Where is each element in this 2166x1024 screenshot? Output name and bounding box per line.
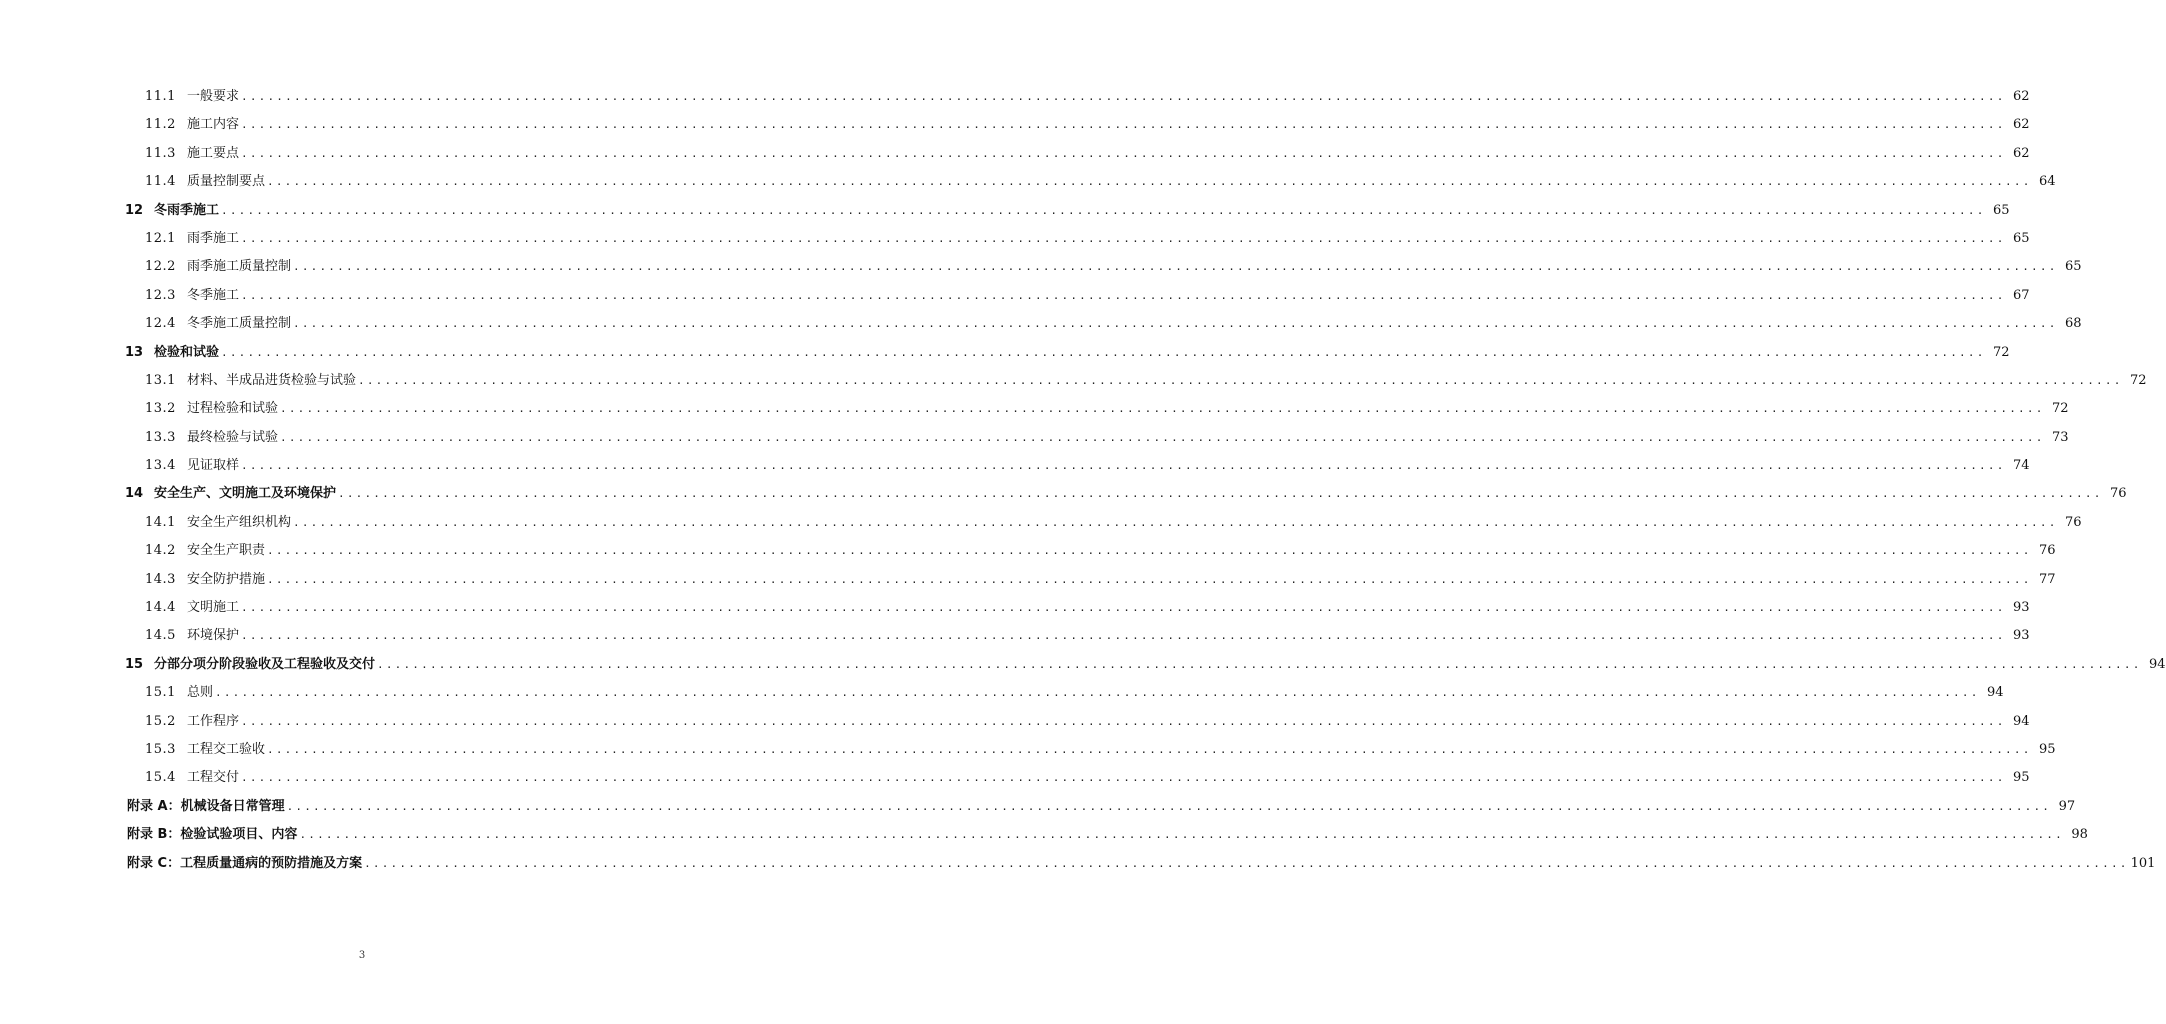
toc-section-row[interactable]	[125, 480, 2127, 508]
dot-leader: ........................................................................................................................................................................................................	[241, 714, 2006, 728]
toc-entry-number: 11.3	[145, 145, 176, 161]
toc-entry[interactable]	[0, 225, 2030, 253]
toc-entry[interactable]	[0, 253, 2082, 281]
dot-leader: ........................................................................................................................................................................................................	[280, 402, 2045, 416]
toc-entry[interactable]	[0, 850, 2156, 878]
toc-entry-number: 13.3	[145, 429, 176, 445]
toc-entry[interactable]	[0, 537, 2056, 565]
toc-entry[interactable]	[0, 339, 2010, 367]
toc-entry-page-number: 72	[2129, 372, 2147, 388]
toc-entry-page-number: 74	[2012, 458, 2030, 474]
dot-leader: ........................................................................................................................................................................................................	[241, 771, 2006, 785]
toc-entry-title: 一般要求	[187, 89, 240, 104]
toc-entry-title: 文明施工	[187, 600, 240, 616]
toc-entry-title: 冬雨季施工	[154, 202, 220, 218]
dot-leader: ........................................................................................................................................................................................................	[286, 799, 2052, 813]
toc-entry-number: 15.2	[145, 713, 176, 729]
toc-subsection-row[interactable]	[145, 225, 2030, 253]
toc-entry[interactable]	[0, 395, 2069, 423]
toc-entry-title: 工程交付	[187, 770, 240, 786]
dot-leader: ........................................................................................................................................................................................................	[241, 118, 2006, 132]
dot-leader: ........................................................................................................................................................................................................	[293, 515, 2058, 529]
toc-entry-page-number: 73	[2051, 429, 2069, 445]
toc-entry-page-number: 94	[2148, 656, 2166, 672]
toc-entry-title: 附录 B：检验试验项目、内容	[127, 827, 298, 843]
dot-leader: ........................................................................................................................................................................................................	[241, 459, 2006, 473]
toc-subsection-row[interactable]	[145, 594, 2030, 622]
dot-leader: ........................................................................................................................................................................................................	[241, 231, 2006, 245]
toc-entry[interactable]	[0, 622, 2030, 650]
page-number-footer: 3	[358, 950, 366, 961]
dot-leader: ........................................................................................................................................................................................................	[267, 572, 2032, 586]
toc-entry-page-number: 67	[2012, 287, 2030, 303]
table-of-contents	[0, 83, 2166, 878]
toc-section-row[interactable]	[125, 197, 2010, 225]
dot-leader: ........................................................................................................................................................................................................	[221, 203, 1986, 217]
toc-subsection-row[interactable]	[145, 140, 2030, 168]
toc-subsection-row[interactable]	[145, 395, 2069, 423]
toc-entry-title: 雨季施工	[187, 230, 240, 246]
toc-entry-title: 冬季施工	[187, 287, 240, 303]
toc-entry[interactable]	[0, 140, 2030, 168]
toc-subsection-row[interactable]	[145, 452, 2030, 480]
toc-entry[interactable]	[0, 424, 2069, 452]
toc-subsection-row[interactable]	[145, 83, 2030, 111]
toc-subsection-row[interactable]	[145, 679, 2004, 707]
toc-entry-title: 检验和试验	[154, 344, 220, 360]
toc-entry-number: 12.2	[145, 259, 176, 275]
toc-subsection-row[interactable]	[145, 622, 2030, 650]
toc-subsection-row[interactable]	[145, 424, 2069, 452]
toc-subsection-row[interactable]	[145, 509, 2082, 537]
toc-entry-number: 12	[125, 202, 144, 218]
toc-entry[interactable]	[0, 594, 2030, 622]
toc-entry[interactable]	[0, 736, 2056, 764]
toc-subsection-row[interactable]	[145, 764, 2030, 792]
toc-entry-number: 13.2	[145, 401, 176, 417]
toc-entry-page-number: 65	[1992, 202, 2010, 218]
toc-entry[interactable]	[0, 452, 2030, 480]
dot-leader: ........................................................................................................................................................................................................	[364, 856, 2129, 870]
toc-entry-number: 13	[125, 344, 144, 360]
toc-entry-number: 14.2	[145, 543, 176, 559]
toc-subsection-row[interactable]	[145, 537, 2056, 565]
toc-entry-title: 安全生产职责	[187, 543, 266, 559]
toc-entry-number: 13.1	[145, 372, 176, 388]
toc-entry-page-number: 101	[2130, 855, 2156, 871]
toc-entry-title: 质量控制要点	[187, 174, 266, 190]
toc-entry-page-number: 95	[2012, 770, 2030, 786]
toc-entry-title: 最终检验与试验	[187, 429, 279, 445]
toc-entry-title: 安全生产、文明施工及环境保护	[154, 486, 337, 502]
toc-entry-number: 14.5	[145, 628, 176, 644]
toc-entry-page-number: 65	[2064, 259, 2082, 275]
toc-entry-page-number: 68	[2064, 316, 2082, 332]
toc-subsection-row[interactable]	[145, 111, 2030, 139]
toc-entry-title: 分部分项分阶段验收及工程验收及交付	[154, 656, 376, 672]
toc-entry[interactable]	[0, 793, 2076, 821]
toc-entry-number: 14.1	[145, 514, 176, 530]
toc-entry-number: 11.2	[145, 117, 176, 133]
dot-leader: ........................................................................................................................................................................................................	[293, 317, 2058, 331]
toc-entry[interactable]	[0, 764, 2030, 792]
toc-entry-number: 14.4	[145, 600, 176, 616]
toc-entry-title: 施工要点	[187, 145, 240, 161]
toc-entry-number: 14.3	[145, 571, 176, 587]
toc-appendix-row[interactable]	[127, 850, 2156, 878]
dot-leader: ........................................................................................................................................................................................................	[299, 828, 2064, 842]
toc-entry[interactable]	[0, 708, 2030, 736]
toc-entry[interactable]	[0, 168, 2056, 196]
toc-entry-title: 附录 A：机械设备日常管理	[127, 798, 285, 814]
toc-entry-page-number: 94	[1986, 685, 2004, 701]
toc-appendix-row[interactable]	[127, 793, 2076, 821]
toc-entry-number: 15.3	[145, 741, 176, 757]
toc-entry-title: 材料、半成品进货检验与试验	[187, 372, 357, 388]
toc-entry[interactable]	[0, 111, 2030, 139]
toc-subsection-row[interactable]	[145, 566, 2056, 594]
toc-subsection-row[interactable]	[145, 282, 2030, 310]
toc-entry-page-number: 62	[2012, 117, 2030, 133]
toc-entry-title: 总则	[187, 685, 214, 701]
toc-entry-page-number: 64	[2038, 174, 2056, 190]
toc-entry-number: 13.4	[145, 458, 176, 474]
toc-entry-page-number: 77	[2038, 571, 2056, 587]
toc-entry[interactable]	[0, 679, 2004, 707]
toc-entry-number: 14	[125, 486, 144, 502]
toc-subsection-row[interactable]	[145, 253, 2082, 281]
toc-entry-page-number: 93	[2012, 628, 2030, 644]
dot-leader: ........................................................................................................................................................................................................	[377, 657, 2142, 671]
toc-entry-page-number: 94	[2012, 713, 2030, 729]
toc-subsection-row[interactable]	[145, 168, 2056, 196]
toc-entry-page-number: 65	[2012, 230, 2030, 246]
toc-entry-title: 工作程序	[187, 713, 240, 729]
dot-leader: ........................................................................................................................................................................................................	[241, 90, 2006, 103]
dot-leader: ........................................................................................................................................................................................................	[280, 430, 2045, 444]
toc-entry[interactable]	[0, 651, 2166, 679]
toc-subsection-row[interactable]	[145, 367, 2147, 395]
dot-leader: ........................................................................................................................................................................................................	[358, 373, 2123, 387]
dot-leader: ........................................................................................................................................................................................................	[215, 686, 1980, 700]
toc-entry-number: 15.1	[145, 685, 176, 701]
toc-entry[interactable]	[0, 310, 2082, 338]
dot-leader: ........................................................................................................................................................................................................	[241, 601, 2006, 615]
toc-subsection-row[interactable]	[145, 736, 2056, 764]
toc-entry-page-number: 76	[2064, 514, 2082, 530]
toc-entry-page-number: 62	[2012, 145, 2030, 161]
dot-leader: ........................................................................................................................................................................................................	[293, 260, 2058, 274]
toc-section-row[interactable]	[125, 339, 2010, 367]
toc-entry-title: 附录 C：工程质量通病的预防措施及方案	[127, 855, 363, 871]
toc-entry-number: 12.3	[145, 287, 176, 303]
dot-leader: ........................................................................................................................................................................................................	[241, 146, 2006, 160]
toc-entry-page-number: 72	[1992, 344, 2010, 360]
dot-leader: ........................................................................................................................................................................................................	[338, 487, 2103, 501]
toc-entry-page-number: 93	[2012, 600, 2030, 616]
toc-entry-title: 过程检验和试验	[187, 401, 279, 417]
toc-entry[interactable]	[0, 367, 2147, 395]
dot-leader: ........................................................................................................................................................................................................	[267, 544, 2032, 558]
toc-entry-title: 见证取样	[187, 458, 240, 474]
toc-entry-number: 15.4	[145, 770, 176, 786]
toc-entry-page-number: 76	[2038, 543, 2056, 559]
toc-entry-page-number: 95	[2038, 741, 2056, 757]
toc-entry-number: 12.1	[145, 230, 176, 246]
toc-entry[interactable]	[0, 197, 2010, 225]
toc-entry[interactable]	[0, 83, 2030, 111]
toc-entry-title: 施工内容	[187, 117, 240, 133]
toc-entry[interactable]	[0, 566, 2056, 594]
toc-entry-number: 11.4	[145, 174, 176, 190]
toc-entry-title: 安全防护措施	[187, 571, 266, 587]
toc-entry[interactable]	[0, 821, 2088, 849]
toc-entry-title: 工程交工验收	[187, 741, 266, 757]
toc-entry[interactable]	[0, 282, 2030, 310]
toc-entry-title: 雨季施工质量控制	[187, 259, 292, 275]
toc-entry-page-number: 98	[2071, 827, 2088, 843]
toc-entry-number: 12.4	[145, 316, 176, 332]
toc-entry-title: 冬季施工质量控制	[187, 316, 292, 332]
toc-appendix-row[interactable]	[127, 821, 2088, 849]
dot-leader: ........................................................................................................................................................................................................	[241, 288, 2006, 302]
toc-subsection-row[interactable]	[145, 708, 2030, 736]
toc-entry[interactable]	[0, 509, 2082, 537]
toc-entry-page-number: 62	[2012, 89, 2030, 104]
toc-entry-number: 15	[125, 656, 144, 672]
toc-entry-title: 安全生产组织机构	[187, 514, 292, 530]
dot-leader: ........................................................................................................................................................................................................	[267, 175, 2032, 189]
toc-entry-page-number: 72	[2051, 401, 2069, 417]
toc-entry-title: 环境保护	[187, 628, 240, 644]
dot-leader: ........................................................................................................................................................................................................	[267, 742, 2032, 756]
toc-entry-page-number: 97	[2058, 798, 2076, 814]
toc-section-row[interactable]	[125, 651, 2166, 679]
dot-leader: ........................................................................................................................................................................................................	[221, 345, 1986, 359]
toc-entry-number: 11.1	[145, 89, 176, 104]
toc-entry-page-number: 76	[2109, 486, 2127, 502]
toc-subsection-row[interactable]	[145, 310, 2082, 338]
toc-entry[interactable]	[0, 480, 2127, 508]
dot-leader: ........................................................................................................................................................................................................	[241, 629, 2006, 643]
